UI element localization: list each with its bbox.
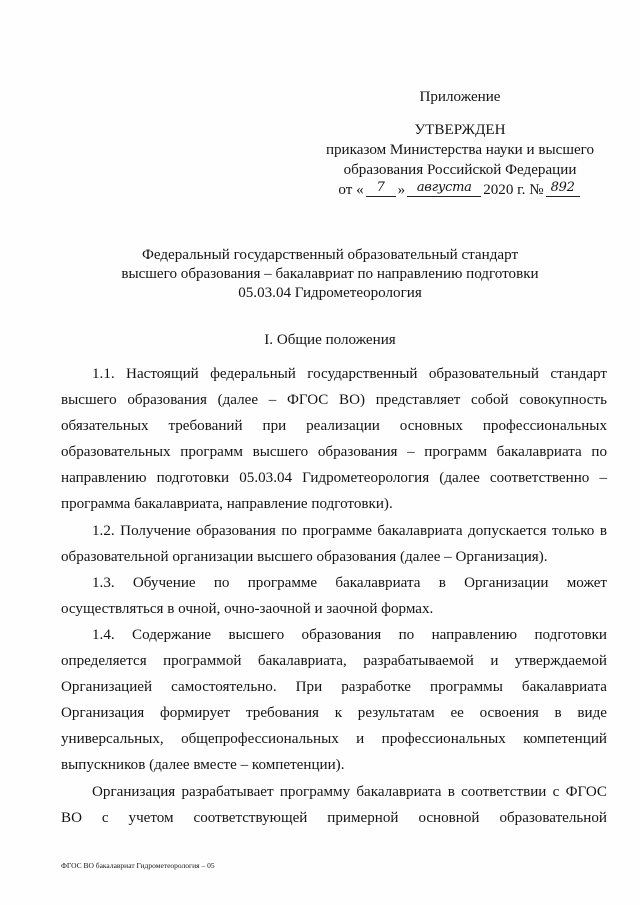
approved-stamp-text: УТВЕРЖДЕН [414, 122, 506, 138]
body-text [61, 361, 607, 831]
approval-block [322, 120, 598, 200]
document-title [70, 246, 590, 303]
title-line-3: 05.03.04 Гидрометеорология [238, 285, 422, 301]
handwritten-day: 7 [366, 180, 396, 197]
appendix-text: Приложение [419, 89, 501, 105]
page-footer: ФГОС ВО бакалавриат Гидрометеорология – 05 [61, 861, 215, 870]
paragraph-1-1: 1.1. Настоящий федеральный государственный образовательный стандарт высшего образования (далее – ФГОС ВО) представляет собой совокупность обязательных требований при реализации основных профессиональных образовательных программ высшего образования – программ бакалавриата по направлению подготовки 05.03.04 Гидрометеорология (далее соответственно – программа бакалавриата, направление подготовки). [61, 366, 607, 513]
date-mid: » [397, 182, 406, 198]
paragraph-1-2: 1.2. Получение образования по программе бакалавриата допускается только в образовательной организации высшего образования (далее – Организация). [61, 522, 607, 565]
handwritten-order-number: 892 [546, 180, 580, 197]
year-suffix: 2020 г. № [483, 182, 544, 198]
order-line-2: образования Российской Федерации [343, 162, 577, 178]
section-heading: I. Общие положения [264, 332, 396, 348]
paragraph-1-3: 1.3. Обучение по программе бакалавриата в Организации может осуществляться в очной, очно-заочной и заочной формах. [61, 574, 607, 617]
paragraph-organization: Организация разрабатывает программу бакалавриата в соответствии с ФГОС ВО с учетом соответствующей примерной основной образовательной [61, 783, 607, 826]
date-prefix: от « [338, 182, 364, 198]
order-date-line [322, 180, 598, 200]
order-line-1: приказом Министерства науки и высшего [325, 142, 595, 158]
paragraph-1-4: 1.4. Содержание высшего образования по направлению подготовки определяется программой бакалавриата, разрабатываемой и утверждаемой Организацией самостоятельно. При разработке программы бакалавриата Организация формирует требования к результатам ее освоения в виде универсальных, общепрофессиональных и профессиональных компетенций выпускников (далее вместе – компетенции). [61, 626, 607, 774]
appendix-label [322, 87, 598, 107]
title-line-1: Федеральный государственный образовательный стандарт [141, 247, 519, 263]
title-line-2: высшего образования – бакалавриат по направлению подготовки [121, 266, 539, 282]
handwritten-month: августа [407, 180, 481, 197]
